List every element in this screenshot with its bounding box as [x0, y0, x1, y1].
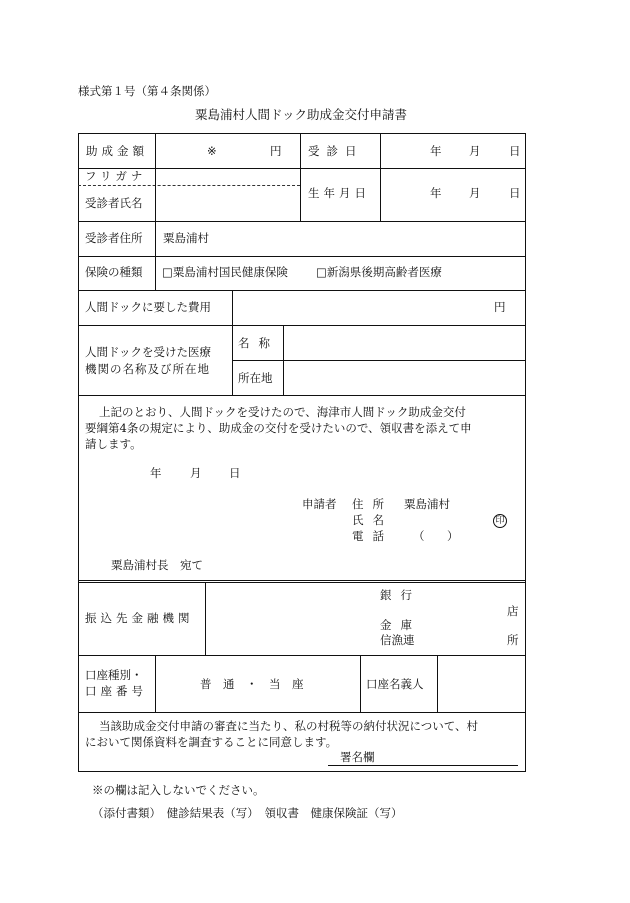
address-value: 粟島浦村 — [163, 231, 209, 245]
office-suffix: 所 — [507, 633, 519, 647]
dock-cost-label: 人間ドックに要した費用 — [85, 300, 212, 314]
address-label: 受診者住所 — [85, 231, 143, 245]
applicant-address-value: 粟島浦村 — [404, 497, 450, 511]
furigana-label: フリガナ — [85, 169, 147, 183]
statement-line1: 上記のとおり、人間ドックを受けたので、海津市人間ドック助成金交付 — [99, 405, 466, 419]
application-year: 年 — [150, 466, 162, 480]
account-holder-label: 口座名義人 — [366, 677, 424, 691]
account-type-options[interactable]: 普 通 ・ 当 座 — [200, 677, 304, 691]
birth-year: 年 — [430, 186, 442, 200]
subsidy-amount-label: 助成金額 — [86, 144, 148, 158]
insurance-option-niigata-elderly[interactable]: □新潟県後期高齢者医療 — [316, 265, 442, 279]
birth-month: 月 — [469, 186, 481, 200]
statement-line3: 請します。 — [85, 437, 142, 451]
signature-line[interactable] — [328, 765, 518, 766]
consent-line1: 当該助成金交付申請の審査に当たり、私の村税等の納付状況について、村 — [99, 719, 479, 733]
facility-name-label: 名称 — [238, 336, 279, 350]
applicant-name-label: 氏名 — [352, 513, 393, 527]
office-use-mark: ※ — [207, 144, 217, 158]
exam-day: 日 — [509, 144, 521, 158]
form-title: 粟島浦村人間ドック助成金交付申請書 — [195, 107, 408, 122]
applicant-phone-label: 電話 — [352, 529, 393, 543]
account-label-line1: 口座種別・ — [85, 668, 143, 682]
applicant-label: 申請者 — [302, 497, 337, 511]
bank-label: 振込先金融機関 — [85, 611, 194, 625]
application-day: 日 — [229, 466, 241, 480]
dock-cost-unit: 円 — [494, 300, 506, 314]
branch-suffix: 店 — [507, 604, 519, 618]
attachments-note: （添付書類） 健診結果表（写） 領収書 健康保険証（写） — [92, 806, 403, 820]
facility-label-line2: 機関の名称及び所在地 — [85, 362, 210, 376]
account-label-line2: 口座番号 — [85, 684, 147, 698]
facility-location-label: 所在地 — [238, 371, 273, 385]
birth-day: 日 — [509, 186, 521, 200]
application-month: 月 — [190, 466, 202, 480]
phone-paren-open: （ — [413, 529, 425, 543]
exam-date-label: 受診日 — [308, 144, 364, 158]
insurance-option-village-nhi[interactable]: □粟島浦村国民健康保険 — [162, 265, 288, 279]
applicant-address-label: 住所 — [352, 497, 393, 511]
kinko-suffix: 金庫 — [380, 618, 421, 632]
office-use-note: ※の欄は記入しないでください。 — [92, 783, 265, 797]
bank-suffix: 銀行 — [380, 588, 421, 602]
examinee-name-field[interactable] — [160, 188, 298, 219]
form-number: 様式第１号（第４条関係） — [78, 84, 216, 98]
exam-month: 月 — [469, 144, 481, 158]
furigana-field[interactable] — [160, 170, 298, 184]
birth-date-label: 生年月日 — [308, 186, 370, 200]
insurance-label: 保険の種類 — [85, 265, 143, 279]
statement-line2: 要綱第4条の規定により、助成金の交付を受けたいので、領収書を添えて申 — [85, 421, 472, 435]
shingyoren-suffix: 信漁連 — [380, 633, 415, 647]
facility-label-line1: 人間ドックを受けた医療 — [85, 345, 212, 359]
examinee-name-label: 受診者氏名 — [85, 196, 143, 210]
signature-label: 署名欄 — [340, 750, 375, 764]
seal-mark: 印 — [493, 514, 507, 528]
addressee: 粟島浦村長 宛て — [111, 558, 203, 572]
phone-paren-close: ） — [447, 529, 459, 543]
subsidy-unit: 円 — [270, 144, 282, 158]
exam-year: 年 — [430, 144, 442, 158]
consent-line2: において関係資料を調査することに同意します。 — [85, 735, 338, 749]
